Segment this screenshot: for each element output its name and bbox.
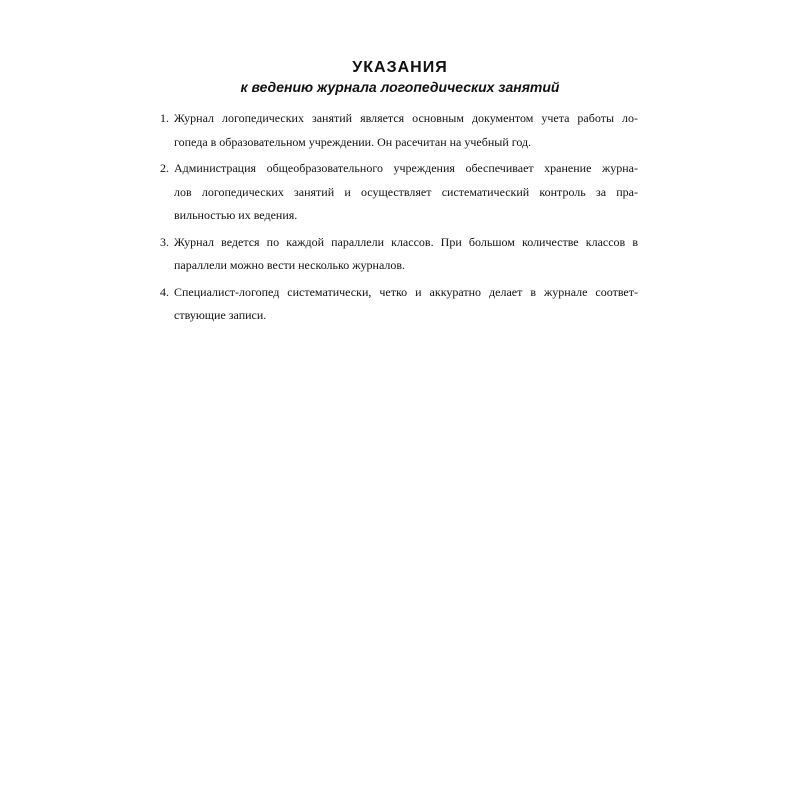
- item-text-line: Журнал ведется по каждой параллели классов. При большом количестве классов в: [174, 234, 638, 249]
- list-item: [160, 157, 638, 228]
- item-number: 2.: [160, 161, 169, 175]
- item-text-line: Журнал логопедических занятий является основным документом учета работы ло-: [174, 111, 638, 125]
- instructions-list: [160, 107, 638, 331]
- item-text: [174, 231, 638, 278]
- item-number: 1.: [160, 111, 169, 125]
- item-text: [174, 107, 638, 154]
- item-text-line: вильностью их ведения.: [174, 208, 298, 222]
- item-text-line: ствующие записи.: [174, 308, 267, 322]
- page-title: УКАЗАНИЯ: [352, 59, 448, 76]
- item-text-line: лов логопедических занятий и осуществляет систематический контроль за пра-: [174, 184, 638, 199]
- item-text: [174, 281, 638, 328]
- list-item: [160, 281, 638, 328]
- item-text: [174, 157, 638, 228]
- item-text-line: гопеда в образовательном учреждении. Он расечитан на учебный год.: [174, 134, 532, 149]
- page-subtitle: к ведению журнала логопедических занятий: [240, 79, 560, 95]
- item-number: 3.: [160, 234, 169, 249]
- item-number: 4.: [160, 284, 169, 299]
- list-item: [160, 107, 638, 154]
- item-text-line: Специалист-логопед систематически, четко и аккуратно делает в журнале соответ-: [174, 284, 638, 299]
- list-item: [160, 231, 638, 278]
- item-text-line: Администрация общеобразовательного учреждения обеспечивает хранение журна-: [174, 161, 638, 175]
- item-text-line: параллели можно вести несколько журналов.: [174, 258, 406, 272]
- document-header: [150, 58, 650, 96]
